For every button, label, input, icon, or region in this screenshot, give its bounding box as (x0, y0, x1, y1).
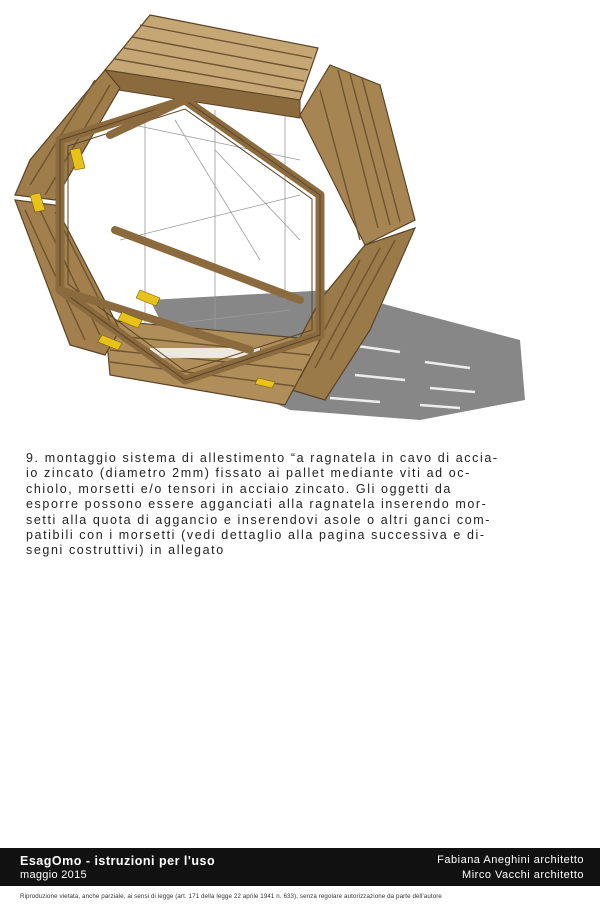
caption-text (26, 451, 574, 559)
footer-bar (0, 848, 600, 886)
pallet-top (105, 15, 318, 118)
caption-line: chiolo, morsetti e/o tensori in acciaio zincato. Gli oggetti da (26, 481, 452, 496)
caption-line: io zincato (diametro 2mm) fissato ai pallet mediante viti ad oc- (26, 466, 471, 481)
footer-author-2: Mirco Vacchi architetto (462, 869, 584, 881)
legal-notice: Riproduzione vietata, anche parziale, ai sensi di legge (art. 171 della legge 22 aprile 1941 n. 633), senza regolare autorizzazione da parte dell'autore (20, 893, 442, 900)
caption-line: patibili con i morsetti (vedi dettaglio alla pagina successiva e di- (26, 528, 486, 543)
caption-line: segni costruttivi) in allegato (26, 543, 225, 558)
hexagon-pallet-illustration (0, 0, 600, 430)
footer-date: maggio 2015 (20, 869, 87, 881)
footer-title: EsagOmo - istruzioni per l'uso (20, 854, 216, 868)
caption-line: setti alla quota di aggancio e inserendovi asole o altri ganci com- (26, 512, 492, 527)
caption-line: 9. montaggio sistema di allestimento “a ragnatela in cavo di accia- (26, 451, 499, 465)
illustration-svg (0, 0, 600, 430)
footer-author-1: Fabiana Aneghini architetto (437, 854, 584, 866)
caption-line: esporre possono essere agganciati alla ragnatela inserendo mor- (26, 497, 488, 512)
